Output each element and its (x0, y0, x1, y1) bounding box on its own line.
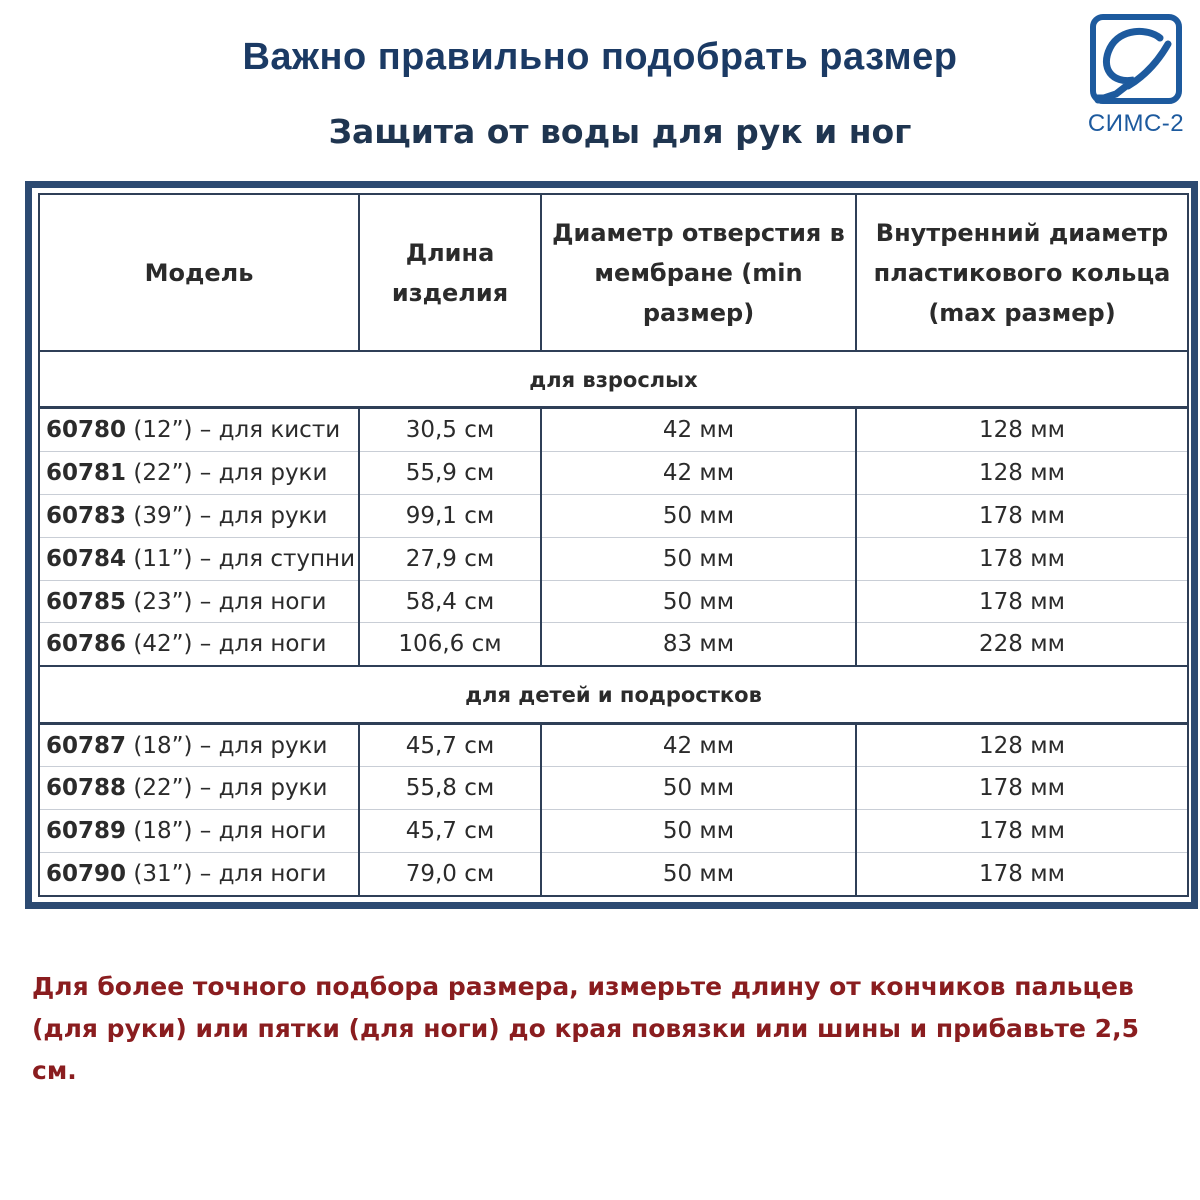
cell-ring-diameter: 178 мм (856, 537, 1188, 580)
size-table-inner (32, 188, 1191, 902)
size-table (38, 193, 1189, 897)
table-row (39, 580, 1188, 623)
cell-model (39, 408, 359, 452)
table-row (39, 853, 1188, 896)
cell-model (39, 537, 359, 580)
model-code: 60785 (46, 588, 127, 615)
cell-length: 55,9 см (359, 452, 541, 495)
model-code: 60783 (46, 502, 127, 529)
cell-length: 58,4 см (359, 580, 541, 623)
table-row (39, 623, 1188, 666)
cell-membrane-diameter: 50 мм (541, 537, 856, 580)
model-code: 60787 (46, 732, 127, 759)
cell-length: 99,1 см (359, 495, 541, 538)
table-row (39, 810, 1188, 853)
table-title: Защита от воды для рук и ног (328, 112, 912, 151)
cell-length: 30,5 см (359, 408, 541, 452)
model-description: (22”) – для руки (126, 775, 328, 802)
model-description: (23”) – для ноги (126, 588, 327, 615)
cell-model (39, 623, 359, 666)
model-code: 60784 (46, 545, 127, 572)
model-description: (18”) – для ноги (126, 818, 327, 845)
table-row (39, 767, 1188, 810)
cell-model (39, 767, 359, 810)
cell-ring-diameter: 178 мм (856, 580, 1188, 623)
model-description: (39”) – для руки (126, 502, 328, 529)
column-header-length: Длина изделия (359, 194, 541, 351)
cell-model (39, 495, 359, 538)
logo-text: СИМС-2 (1087, 110, 1185, 137)
logo-mark-icon (1090, 14, 1182, 104)
page-headline: Важно правильно подобрать размер (242, 36, 958, 78)
cell-length: 45,7 см (359, 810, 541, 853)
column-header-ring: Внутренний диаметр пластикового кольца (max размер) (856, 194, 1188, 351)
cell-ring-diameter: 128 мм (856, 452, 1188, 495)
table-row (39, 408, 1188, 452)
table-body (39, 351, 1188, 896)
model-code: 60781 (46, 460, 127, 487)
cell-ring-diameter: 128 мм (856, 723, 1188, 767)
cell-model (39, 853, 359, 896)
cell-length: 27,9 см (359, 537, 541, 580)
cell-membrane-diameter: 42 мм (541, 408, 856, 452)
cell-length: 55,8 см (359, 767, 541, 810)
cell-length: 106,6 см (359, 623, 541, 666)
model-code: 60788 (46, 775, 127, 802)
section-row (39, 351, 1188, 408)
model-description: (11”) – для ступни (126, 545, 356, 572)
section-row (39, 666, 1188, 723)
cell-membrane-diameter: 42 мм (541, 452, 856, 495)
cell-ring-diameter: 128 мм (856, 408, 1188, 452)
cell-membrane-diameter: 50 мм (541, 810, 856, 853)
cell-membrane-diameter: 50 мм (541, 580, 856, 623)
cell-membrane-diameter: 50 мм (541, 767, 856, 810)
cell-model (39, 580, 359, 623)
cell-ring-diameter: 228 мм (856, 623, 1188, 666)
model-code: 60790 (46, 861, 127, 888)
size-table-frame (25, 181, 1198, 909)
sizing-note: Для более точного подбора размера, измерьте длину от кончиков пальцев (для руки) или пятки (для ноги) до края повязки или шины и прибавьте 2,5 см. (32, 972, 1139, 1085)
table-header-row (39, 194, 1188, 351)
model-description: (18”) – для руки (126, 732, 328, 759)
table-row (39, 537, 1188, 580)
column-header-model: Модель (39, 194, 359, 351)
cell-ring-diameter: 178 мм (856, 767, 1188, 810)
cell-ring-diameter: 178 мм (856, 810, 1188, 853)
model-code: 60789 (46, 818, 127, 845)
model-description: (42”) – для ноги (126, 631, 327, 658)
model-code: 60786 (46, 631, 127, 658)
model-description: (12”) – для кисти (126, 417, 341, 444)
cell-ring-diameter: 178 мм (856, 495, 1188, 538)
model-code: 60780 (46, 417, 127, 444)
cell-membrane-diameter: 50 мм (541, 853, 856, 896)
cell-model (39, 810, 359, 853)
cell-ring-diameter: 178 мм (856, 853, 1188, 896)
section-title: для детей и подростков (39, 666, 1188, 723)
cell-model (39, 723, 359, 767)
table-row (39, 495, 1188, 538)
section-title: для взрослых (39, 351, 1188, 408)
column-header-membrane: Диаметр отверстия в мембране (min размер) (541, 194, 856, 351)
model-description: (22”) – для руки (126, 460, 328, 487)
table-row (39, 723, 1188, 767)
cell-length: 45,7 см (359, 723, 541, 767)
model-description: (31”) – для ноги (126, 861, 327, 888)
cell-membrane-diameter: 50 мм (541, 495, 856, 538)
cell-model (39, 452, 359, 495)
cell-membrane-diameter: 83 мм (541, 623, 856, 666)
table-row (39, 452, 1188, 495)
cell-length: 79,0 см (359, 853, 541, 896)
cell-membrane-diameter: 42 мм (541, 723, 856, 767)
